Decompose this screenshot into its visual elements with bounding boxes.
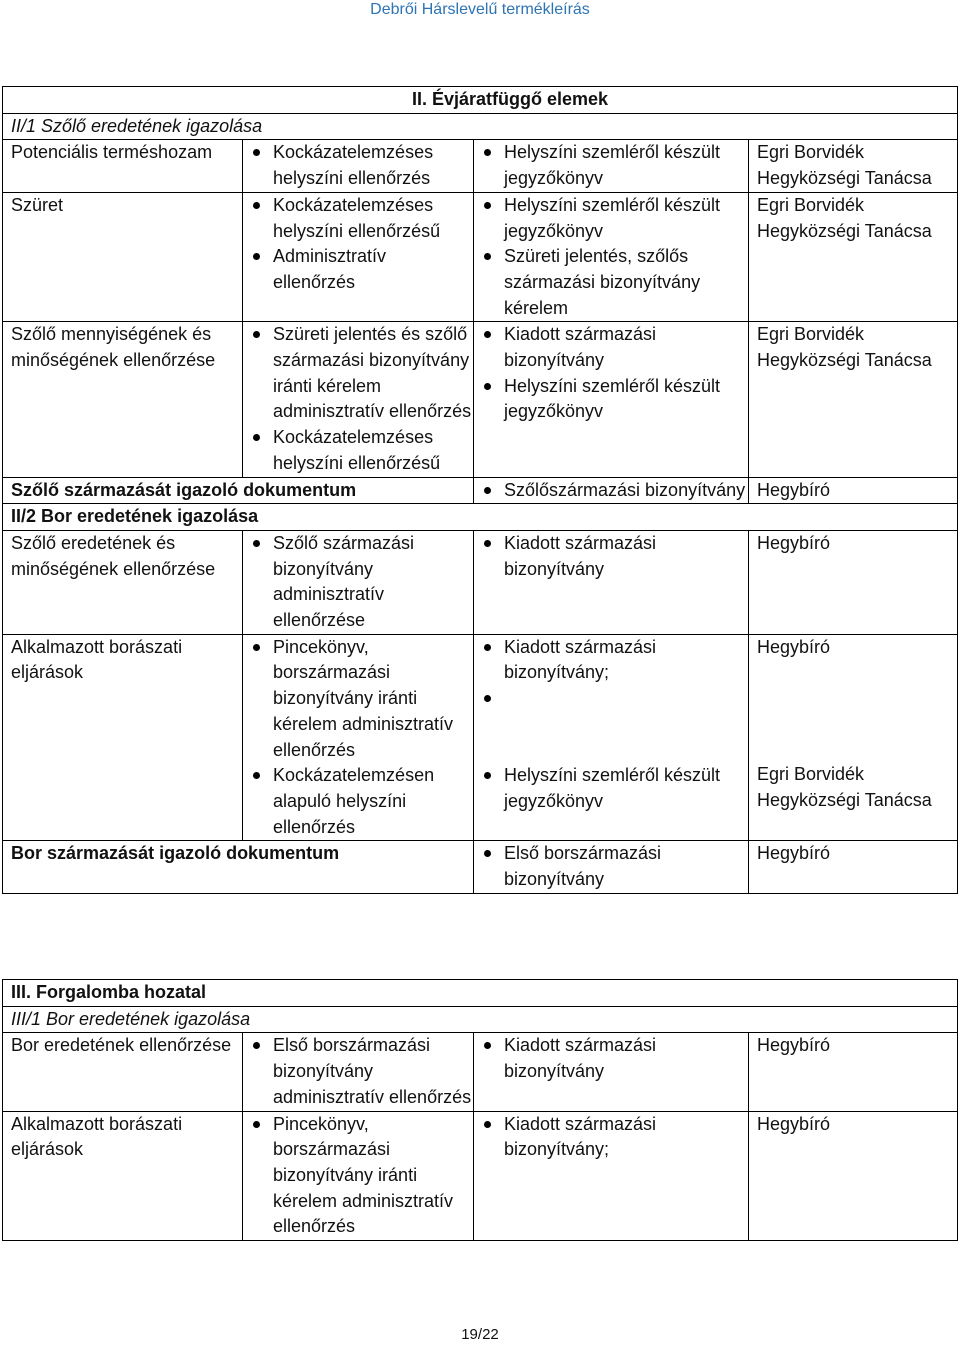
row-label: Alkalmazott borászati eljárások <box>3 634 243 841</box>
subsection-title: III/1 Bor eredetének igazolása <box>3 1006 958 1033</box>
authority: Egri Borvidék Hegyközségi Tanácsa <box>749 140 958 192</box>
list-item: Pincekönyv, borszármazási bizonyítvány iránti kérelem adminisztratív ellenőrzés <box>251 1112 473 1241</box>
authority: Egri Borvidék Hegyközségi Tanácsa <box>757 764 932 811</box>
list-item: Helyszíni szemléről készült jegyzőkönyv <box>482 374 748 425</box>
list-item: Első borszármazási bizonyítvány adminisztratív ellenőrzés <box>251 1033 473 1110</box>
table-row <box>3 1111 958 1241</box>
table-row <box>3 322 958 477</box>
row-label: Potenciális terméshozam <box>3 140 243 192</box>
page-header: Debrői Hárslevelű termékleírás <box>370 1 590 18</box>
list-item: Adminisztratív ellenőrzés <box>251 244 473 295</box>
authority: Hegybíró <box>749 530 958 634</box>
table-row <box>3 477 958 504</box>
row-label: Szőlő mennyiségének és minőségének ellenőrzése <box>3 322 243 477</box>
list-item: Pincekönyv, borszármazási bizonyítvány iránti kérelem adminisztratív ellenőrzés <box>251 635 473 764</box>
section-title: II. Évjáratfüggő elemek <box>3 87 958 114</box>
table-row <box>3 530 958 634</box>
list-item: Szőlő származási bizonyítvány adminisztratív ellenőrzése <box>251 531 473 634</box>
list-item: Helyszíni szemléről készült jegyzőkönyv <box>482 193 748 244</box>
page-number: 19/22 <box>461 1326 499 1343</box>
authority: Egri Borvidék Hegyközségi Tanácsa <box>749 322 958 477</box>
table-row <box>3 192 958 322</box>
row-label: Szüret <box>3 192 243 322</box>
row-label: Szőlő eredetének és minőségének ellenőrzése <box>3 530 243 634</box>
row-label: Alkalmazott borászati eljárások <box>3 1111 243 1241</box>
subsection-title: II/1 Szőlő eredetének igazolása <box>3 113 958 140</box>
authority: Hegybíró <box>749 1111 958 1241</box>
list-item: Szüreti jelentés és szőlő származási bizonyítvány iránti kérelem adminisztratív ellenőrzés <box>251 322 473 425</box>
section-title: III. Forgalomba hozatal <box>3 980 958 1007</box>
table-row <box>3 841 958 893</box>
table-row <box>3 140 958 192</box>
list-item: Kiadott származási bizonyítvány <box>482 1033 748 1084</box>
list-item: Kockázatelemzéses helyszíni ellenőrzés <box>251 140 473 191</box>
row-label: Szőlő származását igazoló dokumentum <box>3 477 474 504</box>
list-item: Kockázatelemzéses helyszíni ellenőrzésű <box>251 193 473 244</box>
list-item: Első borszármazási bizonyítvány <box>482 841 748 892</box>
table-row <box>3 1033 958 1111</box>
authority: Hegybíró <box>749 477 958 504</box>
list-item: Kiadott származási bizonyítvány; <box>482 635 748 686</box>
list-item: Kiadott származási bizonyítvány <box>482 322 748 373</box>
spacer <box>482 686 748 763</box>
list-item: Kiadott származási bizonyítvány; <box>482 1112 748 1163</box>
forgalomba-table <box>2 979 958 1241</box>
list-item: Szüreti jelentés, szőlős származási bizonyítvány kérelem <box>482 244 748 321</box>
authority: Hegybíró <box>749 841 958 893</box>
authority: Hegybíró <box>757 636 831 657</box>
row-label: Bor eredetének ellenőrzése <box>3 1033 243 1111</box>
authority: Egri Borvidék Hegyközségi Tanácsa <box>749 192 958 322</box>
row-label: Bor származását igazoló dokumentum <box>3 841 474 893</box>
list-item: Kockázatelemzéses helyszíni ellenőrzésű <box>251 425 473 476</box>
evjaratfuggo-table <box>2 86 958 894</box>
list-item: Helyszíni szemléről készült jegyzőkönyv <box>482 763 748 814</box>
list-item: Kiadott származási bizonyítvány <box>482 531 748 582</box>
table-row <box>3 634 958 841</box>
authority: Hegybíró <box>749 1033 958 1111</box>
spacer <box>757 660 957 762</box>
list-item: Helyszíni szemléről készült jegyzőkönyv <box>482 140 748 191</box>
list-item: Kockázatelemzésen alapuló helyszíni ellenőrzés <box>251 763 473 840</box>
list-item: Szőlőszármazási bizonyítvány <box>482 478 748 504</box>
subsection-title: II/2 Bor eredetének igazolása <box>3 504 958 531</box>
